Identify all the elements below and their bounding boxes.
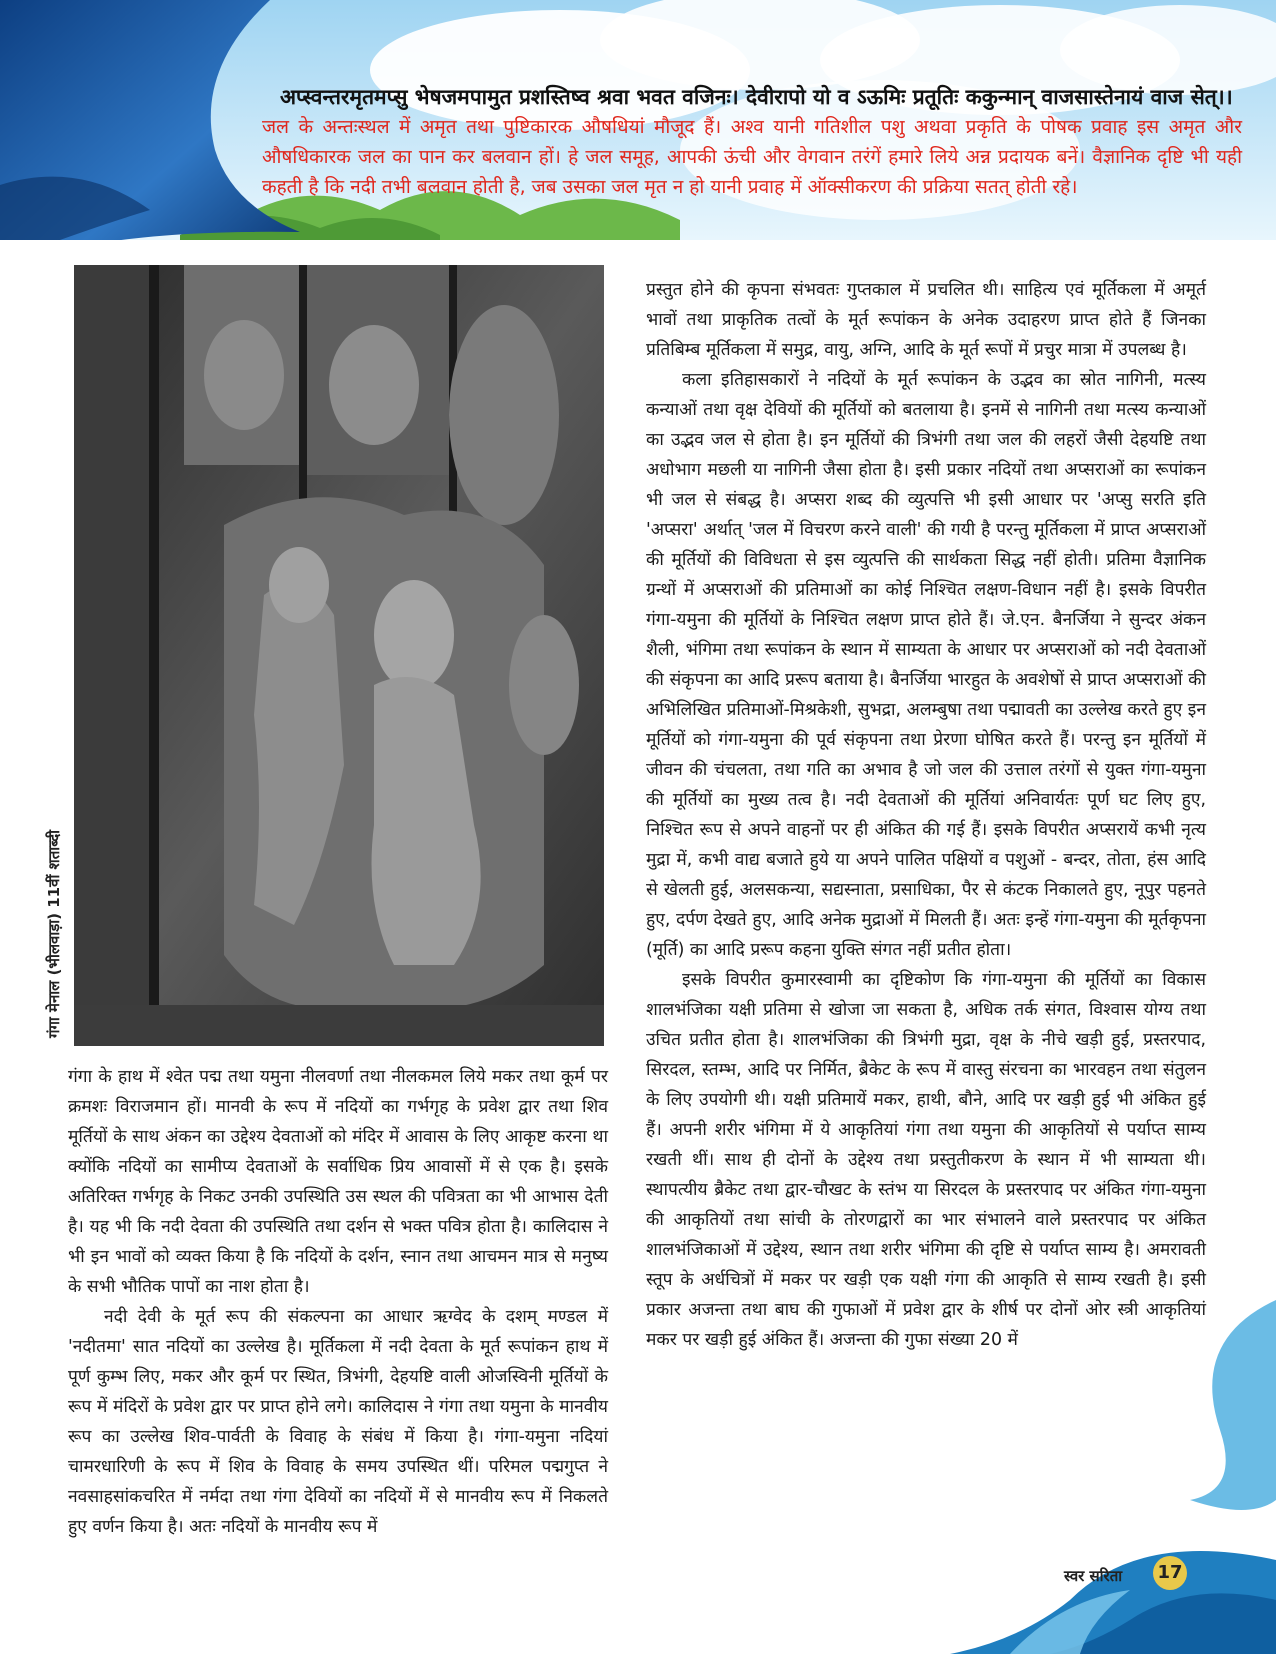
paragraph: इसके विपरीत कुमारस्वामी का दृष्टिकोण कि गंगा-यमुना की मूर्तियों का विकास शालभंजिका यक्षी प्रतिमा से खोजा जा सकता है, अधिक तर्क संगत, विश्वास योग्य तथा उचित प्रतीत होता है। शालभंजिका की त्रिभंगी मुद्रा, वृक्ष के नीचे खड़ी हुई, प्रस्तरपाद, सिरदल, स्तम्भ, आदि पर निर्मित, ब्रैकेट के रूप में वास्तु संरचना का भारवहन तथा संतुलन के लिए उपयोगी थी। यक्षी प्रतिमायें मकर, हाथी, बौने, आदि पर खड़ी हुई भी अंकित हुई हैं। अपनी शरीर भंगिमा में ये आकृतियां गंगा तथा यमुना की आकृतियों से पर्याप्त साम्य रखती थीं। साथ ही दोनों के उद्देश्य तथा प्रस्तुतीकरण के स्थान में भी साम्यता थी। स्थापत्यीय ब्रैकेट तथा द्वार-चौखट के स्तंभ या सिरदल के प्रस्तरपाद पर अंकित गंगा-यमुना की आकृतियों तथा सांची के तोरणद्वारों का भार संभालने वाले प्रस्तरपाद पर अंकित शालभंजिकाओं में उद्देश्य, स्थान तथा शरीर भंगिमा की दृष्टि से पर्याप्त साम्य है। अमरावती स्तूप के अर्धचित्रों में मकर पर खड़ी एक यक्षी गंगा की आकृति से साम्य रखती है। इसी प्रकार अजन्ता तथा बाघ की गुफाओं में प्रवेश द्वार के शीर्ष पर दोनों ओर स्त्री आकृतियां मकर पर खड़ी हुई अंकित हैं। अजन्ता की गुफा संख्या 20 में — [646, 970, 1206, 1350]
page-number: 17 — [1153, 1556, 1187, 1590]
sculpture-photo — [74, 265, 604, 1046]
wave-decoration — [890, 1300, 1276, 1654]
left-text-column — [68, 1062, 608, 1542]
sanskrit-verse: अप्स्वन्तरमृतमप्सु भेषजमपामुत प्रशस्तिष्व श्रवा भवत वजिनः। देवीरापो यो व ऽऊमिः प्रतूतिः ककुन्मान् वाजसास्तेनायं वाज सेत्।। — [280, 85, 1233, 109]
verse-translation: जल के अन्तःस्थल में अमृत तथा पुष्टिकारक औषधियां मौजूद हैं। अश्व यानी गतिशील पशु अथवा प्रकृति के पोषक प्रवाह इस अमृत और औषधिकारक जल का पान कर बलवान हों। हे जल समूह, आपकी ऊंची और वेगवान तरंगें हमारे लिये अन्न प्रदायक बनें। वैज्ञानिक दृष्टि भी यही कहती है कि नदी तभी बलवान होती है, जब उसका जल मृत न हो यानी प्रवाह में ऑक्सीकरण की प्रक्रिया सतत् होती रहे। — [262, 116, 1242, 198]
magazine-name: स्वर सरिता — [1064, 1567, 1123, 1585]
right-text-column — [646, 275, 1206, 1355]
paragraph: नदी देवी के मूर्त रूप की संकल्पना का आधार ऋग्वेद के दशम् मण्डल में 'नदीतमा' सात नदियों का उल्लेख है। मूर्तिकला में नदी देवता के मूर्त रूपांकन हाथ में पूर्ण कुम्भ लिए, मकर और कूर्म पर स्थित, त्रिभंगी, देहयष्टि वाली ओजस्विनी मूर्तियों के रूप में मंदिरों के प्रवेश द्वार पर प्राप्त होने लगे। कालिदास ने गंगा तथा यमुना के मानवीय रूप का उल्लेख शिव-पार्वती के विवाह के संबंध में किया है। गंगा-यमुना नदियां चामरधारिणी के रूप में शिव के विवाह के समय उपस्थित थीं। परिमल पद्मगुप्त ने नवसाहसांकचरित में नर्मदा तथा गंगा देवियों का नदियों में से मानवीय रूप में निकलते हुए वर्णन किया है। अतः नदियों के मानवीय रूप में — [68, 1307, 608, 1537]
paragraph: कला इतिहासकारों ने नदियों के मूर्त रूपांकन के उद्भव का स्रोत नागिनी, मत्स्य कन्याओं तथा वृक्ष देवियों की मूर्तियों को बतलाया है। इनमें से नागिनी तथा मत्स्य कन्याओं का उद्भव जल से होता है। इन मूर्तियों की त्रिभंगी तथा जल की लहरों जैसी देहयष्टि तथा अधोभाग मछली या नागिनी जैसा होता है। इसी प्रकार नदियों तथा अप्सराओं का रूपांकन भी जल से संबद्ध है। अप्सरा शब्द की व्युत्पत्ति भी इसी आधार पर 'अप्सु सरति इति 'अप्सरा' अर्थात् 'जल में विचरण करने वाली' की गयी है परन्तु मूर्तिकला में प्राप्त अप्सराओं की मूर्तियों की विविधता से इस व्युत्पत्ति की सार्थकता सिद्ध नहीं होती। प्रतिमा वैज्ञानिक ग्रन्थों में अप्सराओं की प्रतिमाओं का कोई निश्चित लक्षण-विधान नहीं है। इसके विपरीत गंगा-यमुना की मूर्तियों के निश्चित लक्षण प्राप्त होते हैं। जे.एन. बैनर्जिया ने सुन्दर अंकन शैली, भंगिमा तथा रूपांकन के स्थान में साम्यता के आधार पर अप्सराओं को नदी देवताओं की संकृपना का आदि प्ररूप बताया है। बैनर्जिया भारहुत के अवशेषों से प्राप्त अप्सराओं की अभिलिखित प्रतिमाओं-मिश्रकेशी, सुभद्रा, अलम्बुषा तथा पद्मावती का उल्लेख करते हुए इन मूर्तियों को गंगा-यमुना की पूर्व संकृपना तथा प्रेरणा घोषित करते हैं। परन्तु इन मूर्तियों में जीवन की चंचलता, तथा गति का अभाव है जो जल की उत्ताल तरंगों से युक्त गंगा-यमुना की मूर्तियों का मुख्य तत्व है। नदी देवताओं की मूर्तियां अनिवार्यतः पूर्ण घट लिए हुए, निश्चित रूप से अपने वाहनों पर ही अंकित की गई हैं। इसके विपरीत अप्सरायें कभी नृत्य मुद्रा में, कभी वाद्य बजाते हुये या अपने पालित पक्षियों व पशुओं - बन्दर, तोता, हंस आदि से खेलती हुई, अलसकन्या, सद्यस्नाता, प्रसाधिका, पैर से कंटक निकालते हुए, नूपुर पहनते हुए, दर्पण देखते हुए, आदि अनेक मुद्राओं में मिलती हैं। अतः इन्हें गंगा-यमुना की मूर्तकृपना (मूर्ति) का आदि प्ररूप कहना युक्ति संगत नहीं प्रतीत होता। — [646, 370, 1206, 960]
paragraph: प्रस्तुत होने की कृपना संभवतः गुप्तकाल में प्रचलित थी। साहित्य एवं मूर्तिकला में अमूर्त भावों तथा प्राकृतिक तत्वों के मूर्त रूपांकन के अनेक उदाहरण प्राप्त होते हैं जिनका प्रतिबिम्ब मूर्तिकला में समुद्र, वायु, अग्नि, आदि के मूर्त रूपों में प्रचुर मात्रा में उपलब्ध है। — [646, 280, 1206, 360]
paragraph: गंगा के हाथ में श्वेत पद्म तथा यमुना नीलवर्णा तथा नीलकमल लिये मकर तथा कूर्म पर क्रमशः विराजमान हों। मानवी के रूप में नदियों का गर्भगृह के प्रवेश द्वार तथा शिव मूर्तियों के साथ अंकन का उद्देश्य देवताओं को मंदिर में आवास के लिए आकृष्ट करना था क्योंकि नदियों का सामीप्य देवताओं के सर्वाधिक प्रिय आवासों में से एक है। इसके अतिरिक्त गर्भगृह के निकट उनकी उपस्थिति उस स्थल की पवित्रता का भी आभास देती है। यह भी कि नदी देवता की उपस्थिति तथा दर्शन से भक्त पवित्र होता है। कालिदास ने भी इन भावों को व्यक्त किया है कि नदियों के दर्शन, स्नान तथा आचमन मात्र से मनुष्य के सभी भौतिक पापों का नाश होता है। — [68, 1067, 608, 1297]
photo-caption: गंगा मेनाल (भीलवाड़ा) 11वीं शताब्दी — [45, 829, 63, 1038]
